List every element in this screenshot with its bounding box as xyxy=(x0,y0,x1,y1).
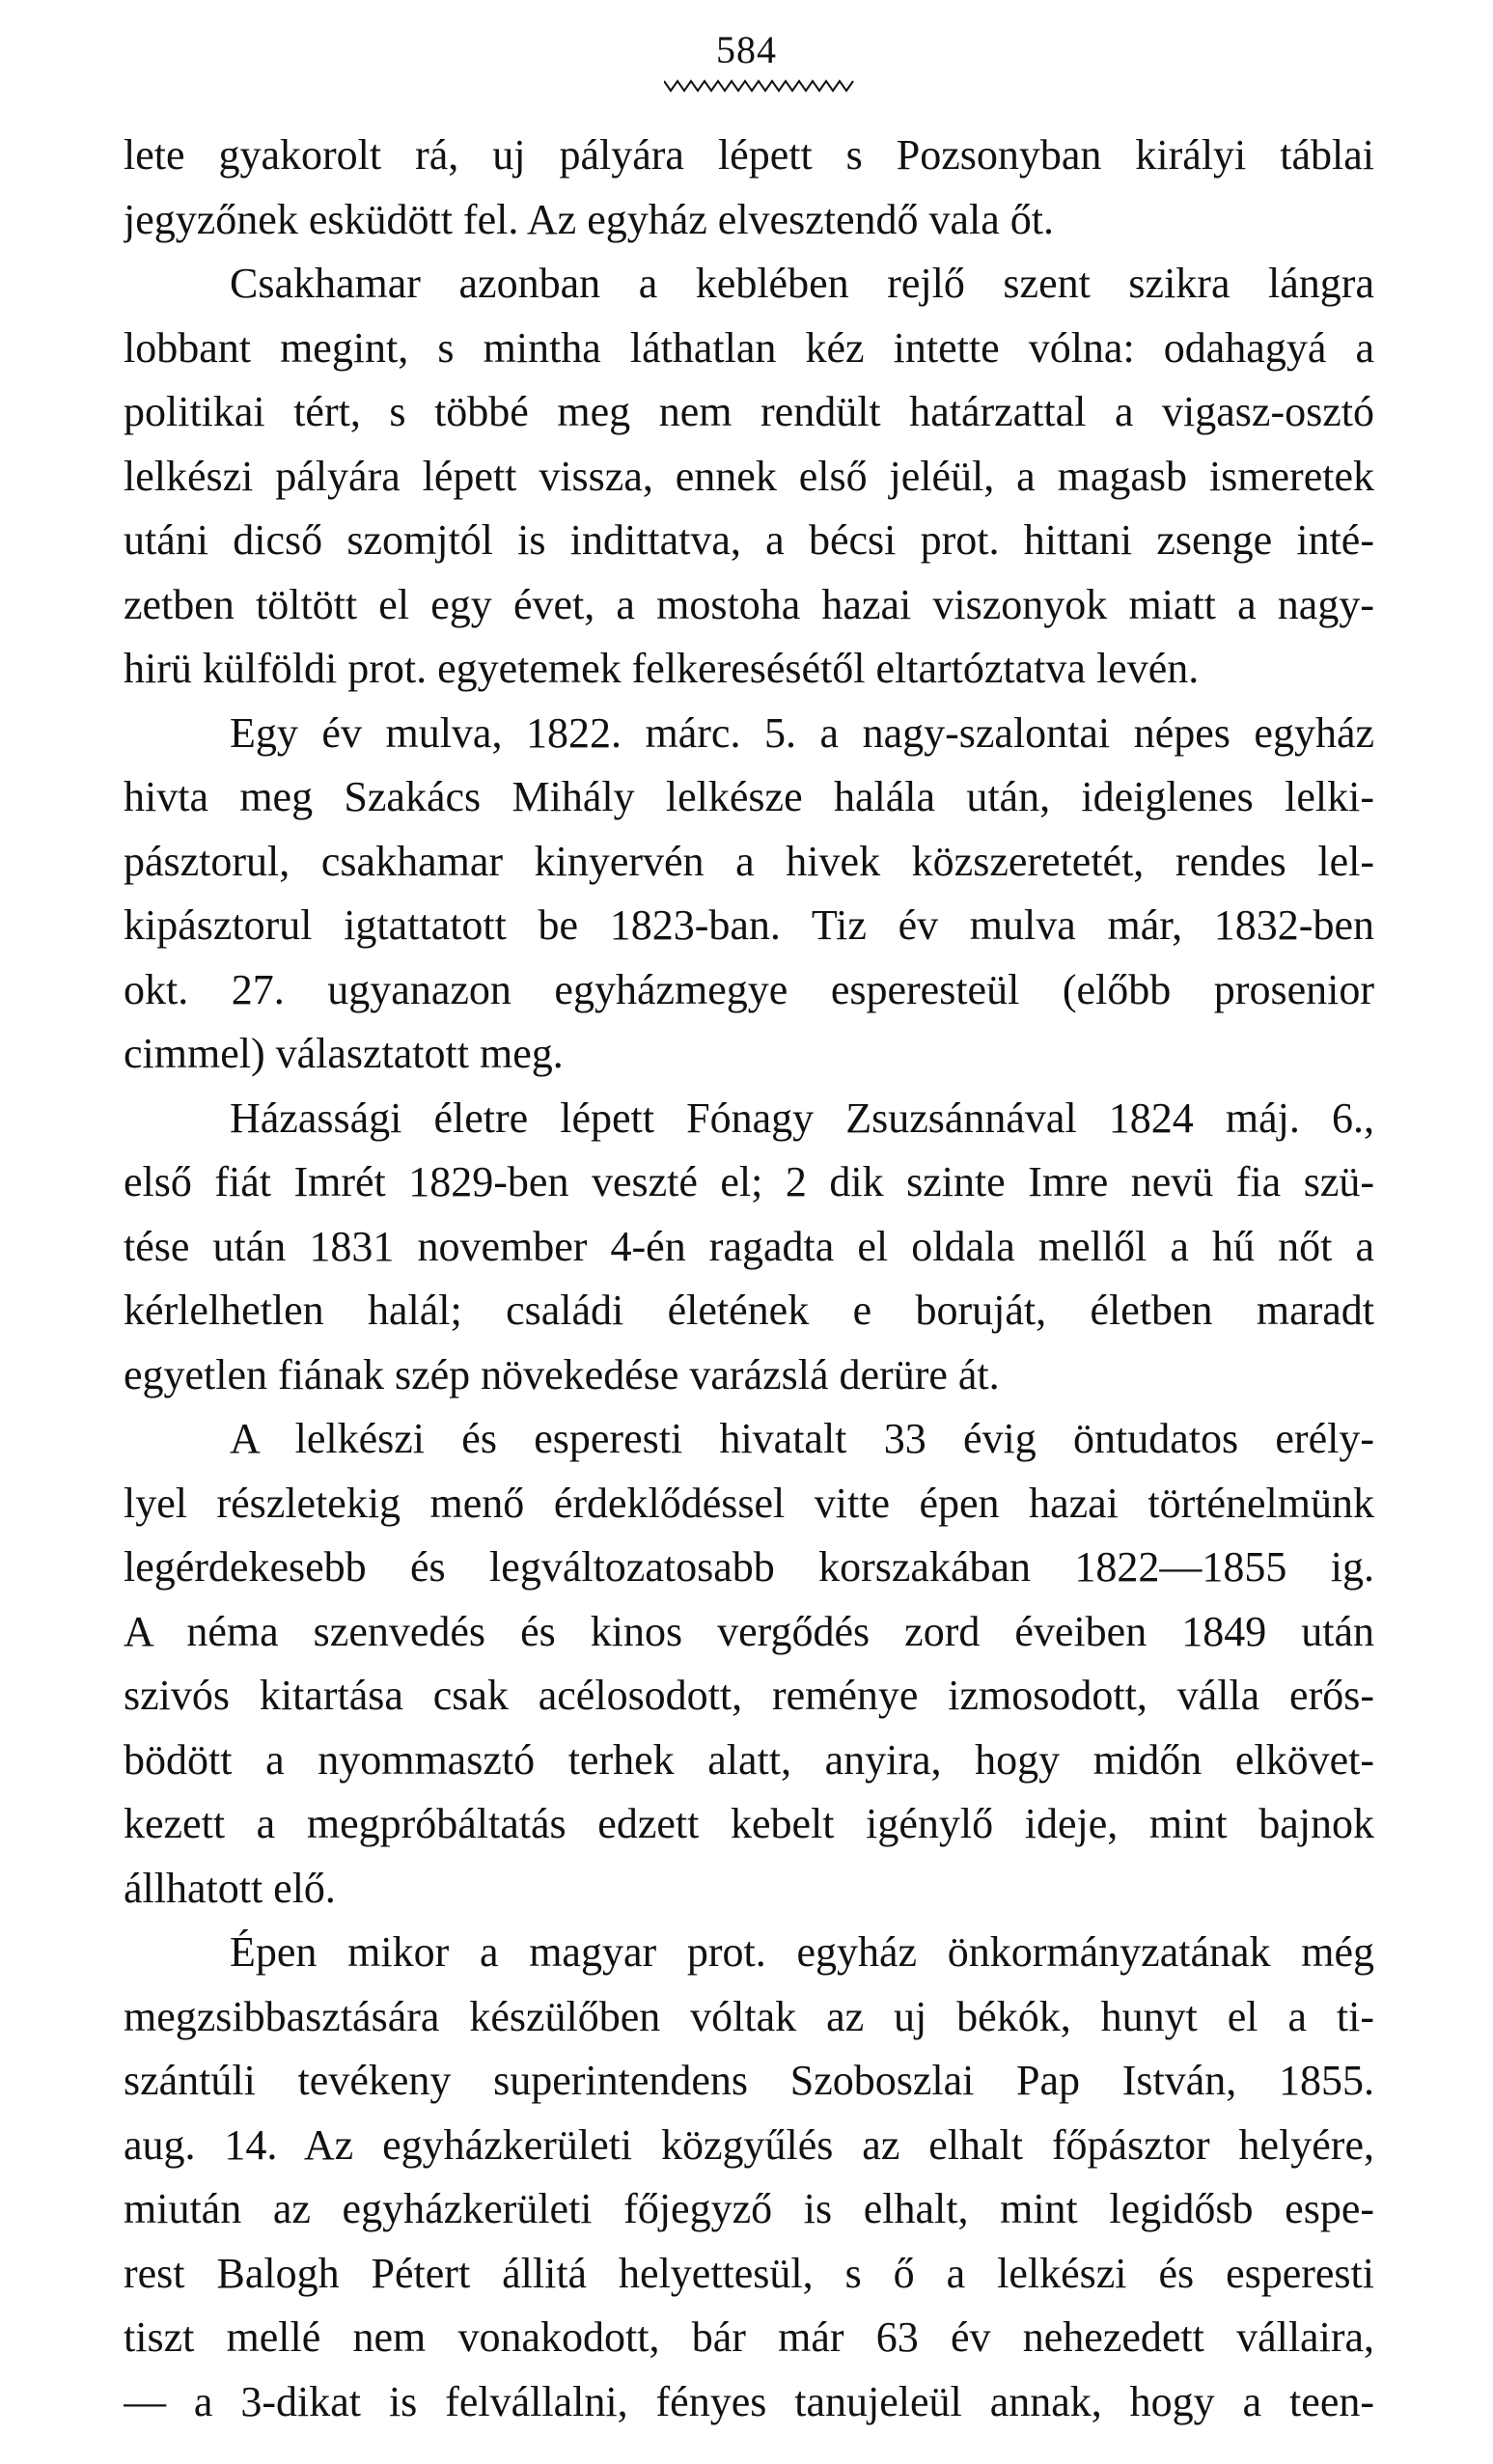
text-line: cimmel) választatott meg. xyxy=(124,1030,564,1077)
text-line: jegyzőnek esküdött fel. Az egyház elvesztendő vala őt. xyxy=(124,195,1054,243)
text-line: A lelkészi és esperesti hivatalt 33 évig öntudatos erély- xyxy=(230,1415,1374,1462)
text-line: rest Balogh Pétert állitá helyettesül, s ő a lelkészi és esperesti xyxy=(124,2249,1374,2297)
text-line: Egy év mulva, 1822. márc. 5. a nagy-szalontai népes egyház xyxy=(230,708,1374,757)
text-line: — a 3-dikat is felvállalni, fényes tanujeleül annak, hogy a teen- xyxy=(124,2377,1374,2425)
text-line: politikai tért, s többé meg nem rendült határzattal a vigasz-osztó xyxy=(124,388,1374,435)
text-line: lete gyakorolt rá, uj pályára lépett s Pozsonyban királyi táblai xyxy=(124,131,1374,179)
page-number-ornament xyxy=(664,77,857,95)
text-line: Házassági életre lépett Fónagy Zsuzsánnával 1824 máj. 6., xyxy=(230,1094,1374,1142)
text-line: utáni dicső szomjtól is indittatva, a bécsi prot. hittani zsenge inté- xyxy=(124,516,1374,564)
text-line: Épen mikor a magyar prot. egyház önkormányzatának még xyxy=(230,1928,1374,1976)
text-line: tiszt mellé nem vonakodott, bár már 63 év nehezedett vállaira, xyxy=(124,2313,1374,2361)
page-number: 584 xyxy=(716,28,777,71)
text-line: állhatott elő. xyxy=(124,1864,336,1912)
text-line: lobbant megint, s mintha láthatlan kéz intette vólna: odahagyá a xyxy=(124,323,1374,372)
text-line: hivta meg Szakács Mihály lelkésze halála után, ideiglenes lelki- xyxy=(124,773,1374,820)
text-line: szántúli tevékeny superintendens Szoboszlai Pap István, 1855. xyxy=(124,2057,1374,2104)
text-line: okt. 27. ugyanazon egyházmegye esperesteül (előbb prosenior xyxy=(124,965,1374,1013)
text-line: tése után 1831 november 4-én ragadta el oldala mellől a hű nőt a xyxy=(124,1222,1374,1270)
text-line: hirü külföldi prot. egyetemek felkeresésétől eltartóztatva levén. xyxy=(124,645,1200,692)
text-line: aug. 14. Az egyházkerületi közgyűlés az elhalt főpásztor helyére, xyxy=(124,2120,1374,2169)
text-line: legérdekesebb és legváltozatosabb korszakában 1822—1855 ig. xyxy=(124,1543,1374,1591)
text-line: lelkészi pályára lépett vissza, ennek első jeléül, a magasb ismeretek xyxy=(124,452,1374,500)
text-line: egyetlen fiának szép növekedése varázslá derüre át. xyxy=(124,1350,1000,1398)
text-line: megzsibbasztására készülőben vóltak az uj békók, hunyt el a ti- xyxy=(124,1992,1374,2040)
text-line: kezett a megpróbáltatás edzett kebelt igénylő ideje, mint bajnok xyxy=(124,1800,1374,1847)
text-line: pásztorul, csakhamar kinyervén a hivek közszeretetét, rendes lel- xyxy=(124,837,1374,885)
text-line: kipásztorul igtattatott be 1823-ban. Tiz év mulva már, 1832-ben xyxy=(124,901,1374,949)
text-line: szivós kitartása csak acélosodott, reménye izmosodott, válla erős- xyxy=(124,1672,1374,1719)
text-line: miután az egyházkerületi főjegyző is elhalt, mint legidősb espe- xyxy=(124,2185,1374,2232)
body-text xyxy=(124,124,1374,2434)
text-line: lyel részletekig menő érdeklődéssel vitte épen hazai történelmünk xyxy=(124,1479,1374,1527)
text-line: A néma szenvedés és kinos vergődés zord éveiben 1849 után xyxy=(124,1607,1374,1655)
text-line: bödött a nyommasztó terhek alatt, anyira, hogy midőn elkövet- xyxy=(124,1735,1374,1784)
text-line: Csakhamar azonban a keblében rejlő szent szikra lángra xyxy=(230,260,1374,307)
text-line: első fiát Imrét 1829-ben veszté el; 2 dik szinte Imre nevü fia szü- xyxy=(124,1158,1374,1205)
text-line: kérlelhetlen halál; családi életének e boruját, életben maradt xyxy=(124,1287,1374,1334)
text-line: zetben töltött el egy évet, a mostoha hazai viszonyok miatt a nagy- xyxy=(124,580,1374,628)
